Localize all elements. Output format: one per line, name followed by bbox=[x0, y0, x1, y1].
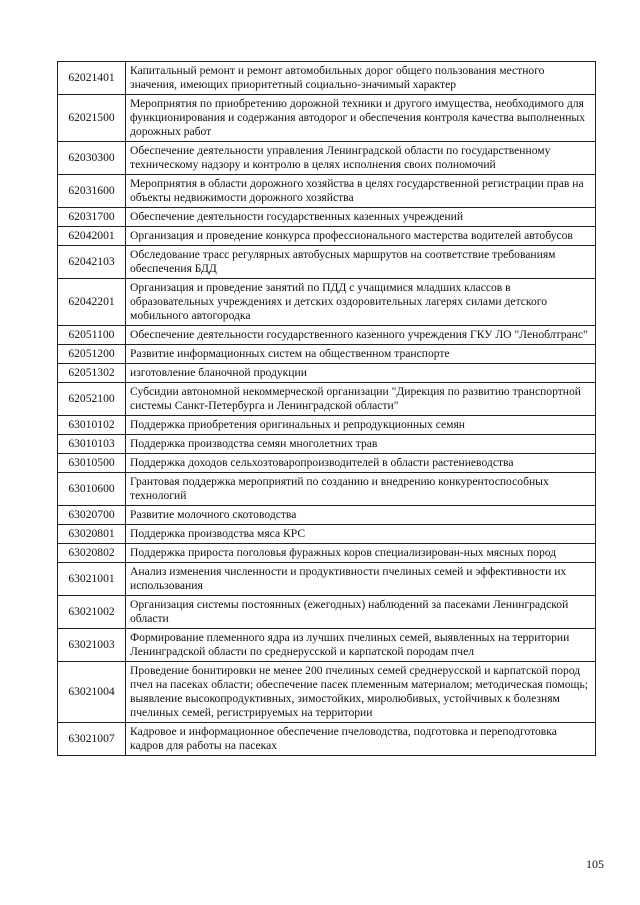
row-code: 62042103 bbox=[58, 246, 126, 279]
row-description: изготовление бланочной продукции bbox=[126, 364, 596, 383]
row-code: 62051100 bbox=[58, 326, 126, 345]
row-description: Грантовая поддержка мероприятий по созданию и внедрению конкурентоспособных технологий bbox=[126, 473, 596, 506]
row-code: 63020801 bbox=[58, 525, 126, 544]
table-row bbox=[58, 246, 596, 279]
row-code: 63020700 bbox=[58, 506, 126, 525]
table-row bbox=[58, 142, 596, 175]
row-description: Обеспечение деятельности управления Ленинградской области по государственному техническому надзору и контролю в целях исполнения своих полномочий bbox=[126, 142, 596, 175]
row-description: Поддержка прироста поголовья фуражных коров специализирован-ных мясных пород bbox=[126, 544, 596, 563]
row-description: Организация и проведение конкурса профессионального мастерства водителей автобусов bbox=[126, 227, 596, 246]
row-description: Проведение бонитировки не менее 200 пчелиных семей среднерусской и карпатской пород пчел на пасеках области; обеспечение пасек племенным материалом; методическая помощь; выявление высокопродуктивных, зимостойких, миролюбивых, устойчивых к болезням пчелиных семей, регистрируемых на территории bbox=[126, 662, 596, 723]
row-code: 63021002 bbox=[58, 596, 126, 629]
table-row bbox=[58, 596, 596, 629]
row-description: Поддержка доходов сельхозтоваропроизводителей в области растениеводства bbox=[126, 454, 596, 473]
row-description: Субсидии автономной некоммерческой организации "Дирекция по развитию транспортной системы Санкт-Петербурга и Ленинградской области" bbox=[126, 383, 596, 416]
row-description: Кадровое и информационное обеспечение пчеловодства, подготовка и переподготовка кадров для работы на пасеках bbox=[126, 723, 596, 756]
row-code: 62030300 bbox=[58, 142, 126, 175]
page-number: 105 bbox=[586, 857, 604, 871]
row-description: Поддержка приобретения оригинальных и репродукционных семян bbox=[126, 416, 596, 435]
row-description: Капитальный ремонт и ремонт автомобильных дорог общего пользования местного значения, имеющих приоритетный социально-значимый характер bbox=[126, 62, 596, 95]
row-code: 63021007 bbox=[58, 723, 126, 756]
table-row bbox=[58, 544, 596, 563]
row-code: 63010102 bbox=[58, 416, 126, 435]
table-row bbox=[58, 416, 596, 435]
table-row bbox=[58, 563, 596, 596]
table-row bbox=[58, 723, 596, 756]
table-row bbox=[58, 364, 596, 383]
table-row bbox=[58, 62, 596, 95]
row-description: Организация системы постоянных (ежегодных) наблюдений за пасеками Ленинградской области bbox=[126, 596, 596, 629]
table-row bbox=[58, 506, 596, 525]
row-description: Обеспечение деятельности государственного казенного учреждения ГКУ ЛО "Леноблтранс" bbox=[126, 326, 596, 345]
row-code: 62042201 bbox=[58, 279, 126, 326]
table-row bbox=[58, 208, 596, 227]
row-code: 63010500 bbox=[58, 454, 126, 473]
row-code: 63021004 bbox=[58, 662, 126, 723]
table-row bbox=[58, 383, 596, 416]
row-description: Поддержка производства мяса КРС bbox=[126, 525, 596, 544]
row-description: Обеспечение деятельности государственных казенных учреждений bbox=[126, 208, 596, 227]
row-code: 62052100 bbox=[58, 383, 126, 416]
table-row bbox=[58, 279, 596, 326]
row-code: 62021401 bbox=[58, 62, 126, 95]
row-description: Анализ изменения численности и продуктивности пчелиных семей и эффективности их использования bbox=[126, 563, 596, 596]
table-row bbox=[58, 175, 596, 208]
table-row bbox=[58, 473, 596, 506]
row-code: 63021003 bbox=[58, 629, 126, 662]
row-code: 63010600 bbox=[58, 473, 126, 506]
row-description: Мероприятия в области дорожного хозяйства в целях государственной регистрации прав на объекты недвижимости дорожного хозяйства bbox=[126, 175, 596, 208]
row-description: Обследование трасс регулярных автобусных маршрутов на соответствие требованиям обеспечения БДД bbox=[126, 246, 596, 279]
table-row bbox=[58, 454, 596, 473]
row-code: 62031700 bbox=[58, 208, 126, 227]
row-code: 62031600 bbox=[58, 175, 126, 208]
table-row bbox=[58, 95, 596, 142]
row-code: 63020802 bbox=[58, 544, 126, 563]
table-row bbox=[58, 525, 596, 544]
table-row bbox=[58, 662, 596, 723]
table-body bbox=[58, 62, 596, 756]
table-row bbox=[58, 435, 596, 454]
table-row bbox=[58, 227, 596, 246]
table-row bbox=[58, 629, 596, 662]
row-description: Поддержка производства семян многолетних трав bbox=[126, 435, 596, 454]
row-code: 63021001 bbox=[58, 563, 126, 596]
budget-codes-table bbox=[57, 61, 596, 756]
table-row bbox=[58, 326, 596, 345]
row-description: Развитие информационных систем на общественном транспорте bbox=[126, 345, 596, 364]
row-code: 62051302 bbox=[58, 364, 126, 383]
table-row bbox=[58, 345, 596, 364]
row-description: Формирование племенного ядра из лучших пчелиных семей, выявленных на территории Ленинградской области по среднерусской и карпатской породам пчел bbox=[126, 629, 596, 662]
row-description: Мероприятия по приобретению дорожной техники и другого имущества, необходимого для функционирования и содержания автодорог и обеспечения контроля качества выполненных дорожных работ bbox=[126, 95, 596, 142]
row-code: 62021500 bbox=[58, 95, 126, 142]
row-description: Организация и проведение занятий по ПДД с учащимися младших классов в образовательных учреждениях и детских оздоровительных лагерях силами детского мобильного автогородка bbox=[126, 279, 596, 326]
row-code: 63010103 bbox=[58, 435, 126, 454]
row-code: 62051200 bbox=[58, 345, 126, 364]
row-code: 62042001 bbox=[58, 227, 126, 246]
row-description: Развитие молочного скотоводства bbox=[126, 506, 596, 525]
